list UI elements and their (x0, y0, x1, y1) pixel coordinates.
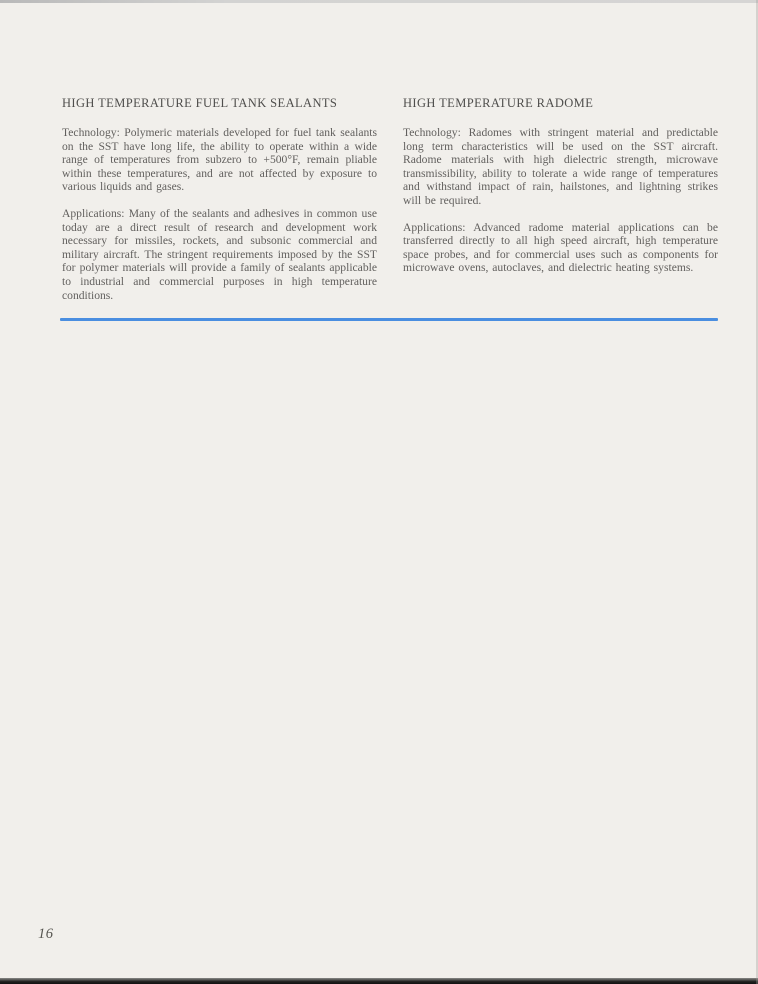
column-radome (403, 96, 718, 315)
blue-divider-rule (60, 318, 718, 321)
applications-paragraph: Applications: Advanced radome material applications can be transferred directly to all high speed aircraft, high temperature space probes, and for commercial uses such as components for microwave ovens, autoclaves, and dielectric heating systems. (403, 220, 718, 275)
applications-paragraph: Applications: Many of the sealants and adhesives in common use today are a direct result of research and development work necessary for missiles, rockets, and subsonic commercial and military aircraft. The stringent requirements imposed by the SST for polymer materials will provide a family of sealants applicable to industrial and commercial purposes in high temperature conditions. (62, 206, 377, 302)
section-heading: HIGH TEMPERATURE FUEL TANK SEALANTS (62, 96, 338, 110)
technology-paragraph: Technology: Radomes with stringent material and predictable long term characteristics will be used on the SST aircraft. Radome materials with high dielectric strength, microwave transmissibility, ability to tolerate a wide range of temperatures and withstand impact of rain, hailstones, and lightning strikes will be required. (403, 126, 718, 207)
two-column-text-area (62, 96, 718, 315)
column-fuel-tank-sealants (62, 96, 377, 315)
technology-paragraph: Technology: Polymeric materials developed for fuel tank sealants on the SST have long life, the ability to operate within a wide range of temperatures from subzero to +500°F, remain pliable within these temperatures, and are not affected by exposure to various liquids and gases. (62, 126, 377, 194)
scan-edge-bottom (0, 978, 758, 984)
scan-edge-top (0, 0, 758, 3)
section-heading: HIGH TEMPERATURE RADOME (403, 96, 594, 110)
page-number: 16 (38, 926, 54, 942)
